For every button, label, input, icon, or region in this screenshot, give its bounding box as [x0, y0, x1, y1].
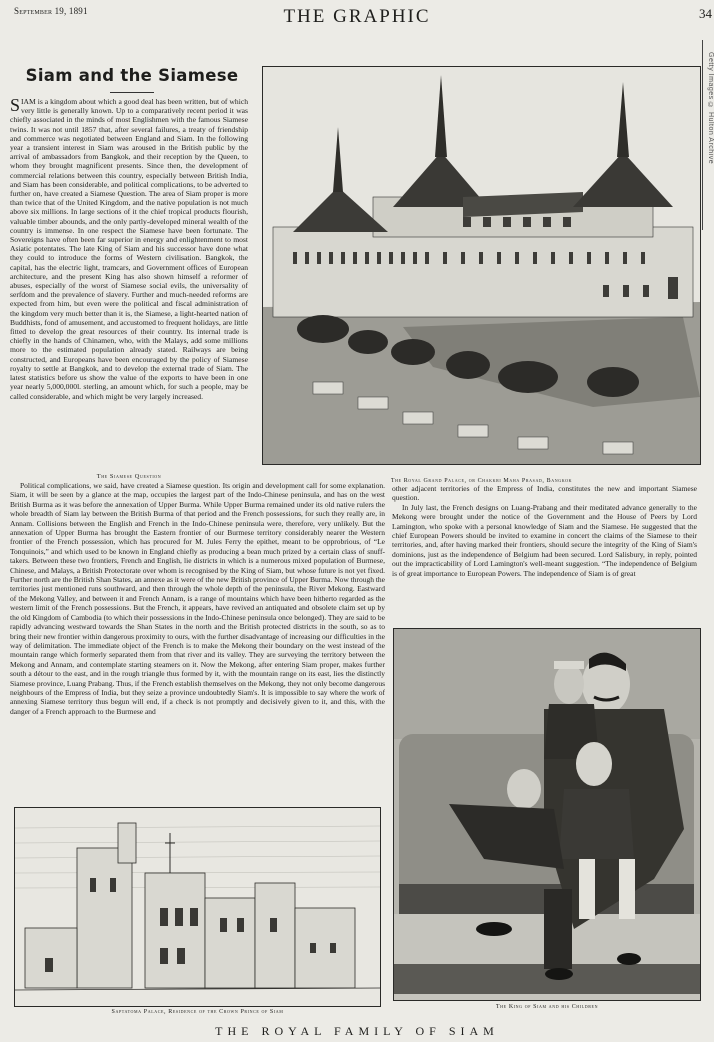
title-ornament	[110, 92, 154, 93]
page-footer-title: THE ROYAL FAMILY OF SIAM	[215, 1024, 499, 1038]
article-title: Siam and the Siamese	[25, 66, 239, 85]
question-paragraph: Political complications, we said, have created a Siamese question. Its origin and development call for some explanation. Siam, it will be seen by a glance at the map, occupies the largest part of the Indo-Chinese peninsula, and has on the west British Burma as it was before the annexation of Upper Burma. While Upper Burma remained under its old native rulers the whole breadth of Siam lay between the British Burma of that period and the French possessions, for such they really are, in Annam. Collisions between the English and French in the Indo-Chinese peninsula were, therefore, very unlikely. But the annexation of Upper Burma has brought the Eastern frontier of our Burmese territory considerably nearer the Western frontier of the French possession, which has procured for M. Jules Ferry the epithet, meant to be opprobrious, of “Le Tonquinois,” and which used to be known in England chiefly as producing a bean much prized by a certain class of snuff-takers. Between these two frontiers, French and English, lie districts in which is a numerous mixed population of Burmese, Chinese, and Malays, a British Protectorate over whom is recognised by the King of Siam, but whose future is not yet fixed. Further north are the British Shan States, an annexe as it were of the new British province of Upper Burma. Now through the territories just mentioned runs southward, and then through the whole depth of the peninsula, the River Mekong. Eastward of the Mekong Valley, and between it and French Annam, is a range of mountains which have been hitherto regarded as the western limit of the French possessions. But the French, it appears, have revived an antiquated and obsolete claim set up by the old Kingdom of Cambodia (to which their possessions in the Indo-Chinese peninsula once belonged). They are said to be rapidly advancing westward towards the Shan States in the north and the British protected districts in the south, so as to bring their new frontier within dangerous proximity to ours, with the further disadvantage of increasing our difficulties in the way of delimitation. The immediate object of the French is to make the Mekong their boundary on the west instead of the mountain range which formerly separated them from that river and its valley. They are surveying the territory between the Mekong and Annam, and contemplate starting steamers on it. Now the Mekong, after entering Siam proper, makes further south a détour to the east, and in the rough triangle thus formed by it, with the mountain range on its east, lies the distinctly Siamese province, Luang Prabang. Thus, if the French establish themselves on the Mekong, they not only become dangerous neighbours of the Empress of India, but they seize a province undoubtedly Siam's. It is impossible to say where the work of annexing Siamese territory thus begun will end, if a check is not promptly and decisively given to it, and this, with the danger of a French approach to the Burmese and	[10, 481, 385, 716]
siamese-question-text	[10, 481, 385, 716]
king-photo-caption: The King of Siam and his Children	[495, 1004, 599, 1010]
grand-palace-caption: The Royal Grand Palace, or Chakkri Maha Prasad, Bangkok	[390, 478, 573, 484]
page-number: 34	[699, 6, 712, 21]
grand-palace-illustration	[262, 66, 701, 465]
drop-cap: S	[10, 95, 21, 115]
right-paragraph-2: In July last, the French designs on Luang-Prabang and their meditated advance generally to the Mekong were brought under the notice of the Government and the House of Peers by Lord Lamington, who spoke with a personal knowledge of Siam and the Siamese. He suggested that the chief European Powers should be invited to examine in concert the claims of the Siamese to their territories, and, after having marked their frontiers, should secure the integrity of the King of Siam's dominions, just as the independence of Belgium had been secured. Lord Salisbury, in reply, pointed out the impracticability of Lord Lamington's well-meant suggestion. “The independence of Belgium is of great importance to European Powers. The independence of Siam is of great	[392, 502, 697, 578]
intro-paragraph: IAM is a kingdom about which a good deal has been written, but of which very little is generally known. Up to a comparatively recent period it was chiefly associated in the minds of most Englishmen with the famous Siamese twins. It was not until 1857 that, after several failures, a treaty of friendship and commerce was negotiated between England and Siam. In the following year a transient interest in Siam was aroused in the British public by the arrival of ambassadors from Bangkok, and their reception by the Queen, to whom they brought magnificent presents. Since then, the development of commercial relations between this country, especially between British India, and Siam has been considerable, and political complications, to be adverted to further on, have created a Siamese Question. The area of Siam proper is more than twice that of the United Kingdom, and the native population is not much above six millions. In large sections of it the chief tropical products flourish, valuable timber abounds, and the only partly-developed mineral wealth of the country is immense. In one respect the Siamese have been fortunate. The Sovereigns have often been far superior in energy and enlightenment to most Asiatic potentates. The late King of Siam and his successor have done what they could to introduce the forms of Western civilisation. Bangkok, the capital, has the electric light, tramcars, and Government offices of European architecture, and the present King has also shown himself a reformer of abuses, especially of the worst of Siamese social evils, the universality of serfdom and the prevalence of slavery. Further and much-needed reforms are expected from him, but even were the political and fiscal administration of the kingdom very much better than it is, the Siamese, a light-hearted nation of Buddhists, fond of amusement, and accustomed to frequent holidays, are little fitted to develop the great resources of their country. Its internal trade is chiefly in the hands of Chinamen, who, with the Malays, add some millions more to the estimated population already stated. Railways are being constructed, and Europeans have been encouraged by the policy of Siamese royalty to settle at Bangkok, and to develop the external trade of Siam. The latest statistics before us show the value of the exports to have been in one year nearly 5,000,000l. sterling, an amount which, for such a people, may be called considerable, and which might be very largely increased.	[10, 97, 248, 401]
saptatoma-palace-caption: Saptatoma Palace, Residence of the Crown Prince of Siam	[111, 1009, 284, 1015]
section-subheading: The Siamese Question	[96, 473, 162, 480]
king-and-children-photo	[393, 628, 701, 1001]
saptatoma-palace-illustration	[14, 807, 381, 1007]
newspaper-title: THE GRAPHIC	[283, 6, 431, 27]
image-credit: Getty Images © Hulton Archive	[707, 52, 714, 165]
issue-date: September 19, 1891	[14, 6, 88, 16]
right-column-text	[392, 484, 697, 578]
right-paragraph-1: other adjacent territories of the Empress of India, constitutes the new and important Siamese question.	[392, 484, 697, 503]
intro-column	[10, 97, 248, 401]
